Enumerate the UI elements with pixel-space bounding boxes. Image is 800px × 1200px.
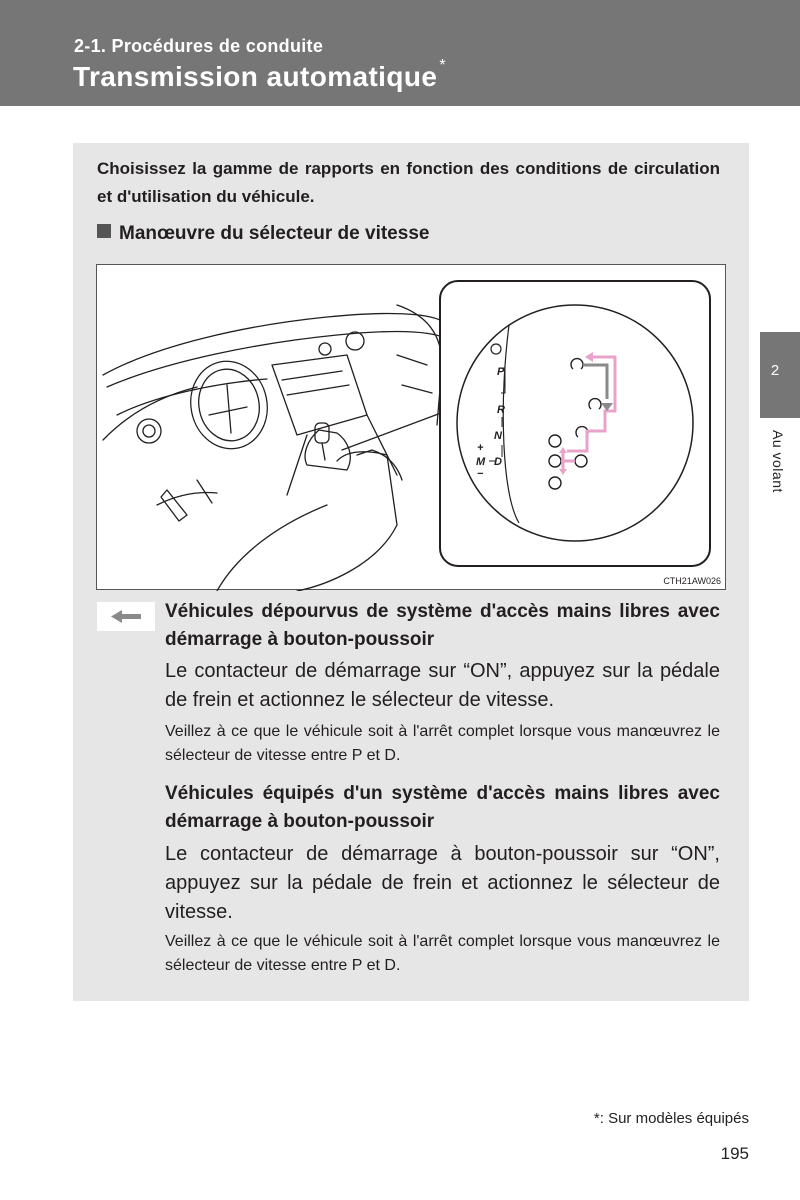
chapter-number: 2: [770, 362, 780, 379]
gate-label-m: M: [476, 456, 486, 468]
page-header: [0, 0, 800, 106]
block2-body: Le contacteur de démarrage à bouton-poussoir sur “ON”, appuyez sur la pédale de frein et actionnez le sélecteur de vitesse.: [165, 843, 720, 923]
magnifier-circle: [457, 305, 693, 541]
page-title-text: Transmission automatique: [73, 61, 438, 92]
illustration: [97, 265, 727, 591]
seat: [297, 452, 397, 591]
gate-label-d: D: [494, 456, 502, 468]
section-title: 2-1. Procédures de conduite: [74, 36, 324, 56]
footnote-mark: *: [439, 57, 446, 74]
chapter-label: Au volant: [770, 430, 786, 493]
block1-heading: Véhicules dépourvus de système d'accès mains libres avec démarrage à bouton-poussoir: [165, 601, 720, 650]
arrow-left-icon: [97, 602, 155, 631]
gate-label-plus: +: [477, 442, 484, 454]
footnote: *: Sur modèles équipés: [593, 1110, 749, 1127]
block2-heading: Véhicules équipés d'un système d'accès mains libres avec démarrage à bouton-poussoir: [165, 783, 720, 832]
gate-label-minus: −: [477, 468, 484, 480]
chapter-tab: [760, 332, 800, 418]
subheading-text: Manœuvre du sélecteur de vitesse: [119, 223, 430, 244]
block2-note: Veillez à ce que le véhicule soit à l'arrêt complet lorsque vous manœuvrez le sélecteur de vitesse entre P et D.: [165, 933, 720, 974]
gate-label-n: N: [494, 430, 502, 442]
gauge-right: [346, 332, 364, 350]
shift-lever-figure: [96, 264, 726, 590]
square-bullet-icon: [97, 224, 111, 238]
block1-note: Veillez à ce que le véhicule soit à l'arrêt complet lorsque vous manœuvrez le sélecteur de vitesse entre P et D.: [165, 723, 720, 764]
block1-body: Le contacteur de démarrage sur “ON”, appuyez sur la pédale de frein et actionnez le sélecteur de vitesse.: [165, 660, 720, 711]
page-title: [73, 57, 446, 93]
subheading: [97, 223, 429, 245]
gate-label-p: P: [497, 366, 505, 378]
intro-paragraph: Choisissez la gamme de rapports en fonction des conditions de circulation et d'utilisation du véhicule.: [97, 159, 720, 206]
gate-label-r: R: [497, 404, 505, 416]
figure-code: CTH21AW026: [663, 576, 721, 586]
gauge-left: [137, 419, 161, 443]
page-number: 195: [720, 1144, 749, 1163]
